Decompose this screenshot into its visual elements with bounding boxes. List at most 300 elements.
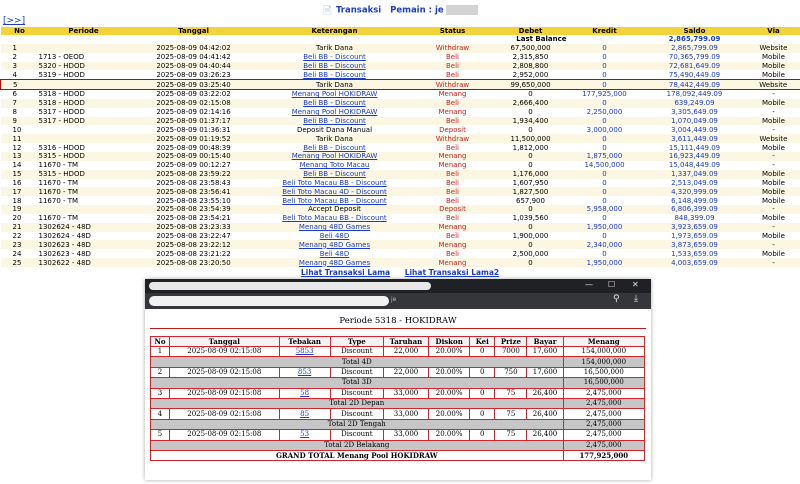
- player-label: Pemain : je: [390, 5, 444, 16]
- transaction-row: [1, 90, 800, 99]
- old-transactions-link[interactable]: Lihat Transaksi Lama: [300, 268, 391, 277]
- bet-kei: 0: [470, 389, 494, 398]
- bet-diskon: 20.00%: [429, 409, 469, 418]
- row-via: Mobile: [747, 214, 800, 223]
- transaction-row: [1, 205, 800, 214]
- subtotal-value: 16,500,000: [564, 378, 644, 387]
- bet-taruhan: 33,000: [384, 430, 428, 439]
- row-tanggal: 2025-08-09 04:40:44: [129, 62, 259, 71]
- bet-taruhan: 33,000: [384, 409, 428, 418]
- row-debet: 1,607,950: [495, 179, 567, 188]
- row-keterangan: Tarik Dana: [259, 80, 411, 90]
- row-kredit: 0: [567, 187, 643, 196]
- row-debet: 2,952,000: [495, 70, 567, 79]
- row-status: Menang: [411, 161, 495, 170]
- keterangan-link[interactable]: Menang Toto Macau: [299, 161, 370, 170]
- keterangan-link[interactable]: Menang 48D Games: [298, 240, 371, 249]
- row-tanggal: 2025-08-08 23:22:12: [129, 240, 259, 249]
- row-tanggal: 2025-08-09 01:19:52: [129, 134, 259, 143]
- row-keterangan-link: [259, 179, 411, 188]
- row-saldo: 848,399.09: [643, 214, 747, 223]
- row-tanggal: 2025-08-09 03:25:40: [129, 80, 259, 90]
- title-divider: [150, 328, 646, 329]
- row-saldo: 4,320,999.09: [643, 187, 747, 196]
- subtotal-row: [151, 420, 644, 429]
- row-keterangan-link: [259, 161, 411, 170]
- row-tanggal: 2025-08-08 23:20:50: [129, 258, 259, 267]
- keterangan-link[interactable]: Beli BB - Discount: [303, 170, 366, 179]
- bet-tanggal: 2025-08-09 02:15:08: [170, 389, 278, 398]
- tebakan-link[interactable]: 58: [300, 388, 310, 397]
- subtotal-row: [151, 357, 644, 366]
- row-saldo: 3,873,659.09: [643, 240, 747, 249]
- row-via: -: [747, 258, 800, 267]
- bet-prize: 750: [495, 368, 526, 377]
- row-saldo: 6,148,499.09: [643, 196, 747, 205]
- row-saldo: 6,806,399.09: [643, 205, 747, 214]
- bet-taruhan: 22,000: [384, 368, 428, 377]
- last-balance-value: 2,865,799.09: [643, 35, 747, 44]
- row-tanggal: 2025-08-09 02:15:08: [129, 99, 259, 108]
- row-no: 5: [1, 80, 39, 90]
- row-debet: 0: [495, 240, 567, 249]
- row-keterangan-link: [259, 62, 411, 71]
- row-no: 9: [1, 117, 39, 126]
- transaction-row: [1, 170, 800, 179]
- row-keterangan-link: [259, 214, 411, 223]
- keterangan-link[interactable]: Beli BB - Discount: [303, 70, 366, 79]
- grand-total-value: 177,925,000: [564, 451, 644, 460]
- row-debet: 0: [495, 90, 567, 99]
- keterangan-link[interactable]: Beli BB - Discount: [303, 53, 366, 62]
- row-via: -: [747, 223, 800, 232]
- bet-no: 4: [151, 409, 169, 418]
- row-debet: 0: [495, 205, 567, 214]
- row-no: 16: [1, 179, 39, 188]
- popup-title: Periode 5318 - HOKIDRAW: [339, 316, 457, 326]
- row-status: Menang: [411, 108, 495, 117]
- bet-tanggal: 2025-08-09 02:15:08: [170, 409, 278, 418]
- row-saldo: 78,442,449.09: [643, 80, 747, 90]
- row-no: 12: [1, 143, 39, 152]
- detail-col-type: Type: [331, 337, 383, 346]
- row-no: 6: [1, 90, 39, 99]
- keterangan-link[interactable]: Beli Toto Macau 4D - Discount: [282, 187, 387, 196]
- row-saldo: 3,923,659.09: [643, 223, 747, 232]
- transaction-row: [1, 187, 800, 196]
- tebakan-link[interactable]: 53: [300, 430, 310, 439]
- row-debet: 0: [495, 152, 567, 161]
- row-kredit: 0: [567, 214, 643, 223]
- row-keterangan: Deposit Dana Manual: [259, 125, 411, 134]
- transaction-row: [1, 62, 800, 71]
- row-keterangan-link: [259, 223, 411, 232]
- bet-prize: 75: [495, 409, 526, 418]
- row-periode: 5316 - HDOD: [39, 143, 129, 152]
- row-debet: 1,176,000: [495, 170, 567, 179]
- row-kredit: 0: [567, 179, 643, 188]
- row-no: 19: [1, 205, 39, 214]
- row-no: 15: [1, 170, 39, 179]
- bet-diskon: 20.00%: [429, 368, 469, 377]
- old-transactions-links: [0, 268, 800, 277]
- row-keterangan-link: [259, 99, 411, 108]
- col-header-no: No: [1, 27, 39, 35]
- transaction-row: [1, 214, 800, 223]
- row-periode: [39, 125, 129, 134]
- bet-kei: 0: [470, 430, 494, 439]
- row-via: Mobile: [747, 117, 800, 126]
- row-periode: 11670 - TM: [39, 214, 129, 223]
- row-kredit: 2,340,000: [567, 240, 643, 249]
- tebakan-link[interactable]: 85: [300, 409, 310, 418]
- bet-menang: 154,000,000: [564, 347, 644, 356]
- transaction-table: [0, 27, 800, 267]
- bet-row: [151, 409, 644, 418]
- row-saldo: 3,004,449.09: [643, 125, 747, 134]
- row-keterangan-link: [259, 258, 411, 267]
- window-titlebar: [145, 279, 651, 293]
- bet-no: 5: [151, 430, 169, 439]
- keterangan-link[interactable]: Beli BB - Discount: [303, 117, 366, 126]
- subtotal-value: 2,475,000: [564, 420, 644, 429]
- bet-bayar: 26,400: [527, 389, 562, 398]
- detail-col-prize: Prize: [495, 337, 526, 346]
- bet-detail-table: [150, 336, 645, 461]
- bet-diskon: 20.00%: [429, 389, 469, 398]
- row-debet: 2,808,800: [495, 62, 567, 71]
- keterangan-link[interactable]: Beli Toto Macau BB - Discount: [282, 214, 387, 223]
- detail-col-menang: Menang: [564, 337, 644, 346]
- row-no: 13: [1, 152, 39, 161]
- row-no: 14: [1, 161, 39, 170]
- bet-diskon: 20.00%: [429, 347, 469, 356]
- bet-type: Discount: [331, 347, 383, 356]
- row-tanggal: 2025-08-09 02:14:16: [129, 108, 259, 117]
- bet-row: [151, 347, 644, 356]
- row-status: Deposit: [411, 205, 495, 214]
- row-saldo: 639,249.09: [643, 99, 747, 108]
- col-header-saldo: Saldo: [643, 27, 747, 35]
- tebakan-link[interactable]: 853: [297, 367, 312, 376]
- row-status: Beli: [411, 143, 495, 152]
- old-transactions-link-2[interactable]: Lihat Transaksi Lama2: [404, 268, 500, 277]
- keterangan-link[interactable]: Beli Toto Macau BB - Discount: [282, 196, 387, 205]
- row-no: 17: [1, 187, 39, 196]
- row-tanggal: 2025-08-08 23:58:43: [129, 179, 259, 188]
- page-title: [0, 5, 800, 16]
- row-no: 21: [1, 223, 39, 232]
- row-kredit: 0: [567, 53, 643, 62]
- bet-bayar: 26,400: [527, 409, 562, 418]
- grand-total-row: [151, 451, 644, 460]
- row-periode: 5318 - HDOD: [39, 90, 129, 99]
- row-saldo: 72,681,649.09: [643, 62, 747, 71]
- bet-type: Discount: [331, 409, 383, 418]
- subtotal-label: Total 4D: [151, 357, 563, 366]
- row-periode: 1302622 - 48D: [39, 258, 129, 267]
- row-keterangan-link: [259, 187, 411, 196]
- transaction-row: [1, 134, 800, 143]
- row-kredit: 0: [567, 143, 643, 152]
- detail-col-tanggal: Tanggal: [170, 337, 278, 346]
- row-via: Mobile: [747, 53, 800, 62]
- transaction-row: [1, 232, 800, 241]
- bet-diskon: 20.00%: [429, 430, 469, 439]
- row-keterangan-link: [259, 196, 411, 205]
- row-kredit: 0: [567, 62, 643, 71]
- subtotal-label: Total 3D: [151, 378, 563, 387]
- row-via: Mobile: [747, 143, 800, 152]
- transaction-row: [1, 70, 800, 79]
- row-keterangan-link: [259, 143, 411, 152]
- transaction-row: [1, 240, 800, 249]
- keterangan-link[interactable]: Menang Pool HOKIDRAW: [291, 90, 378, 99]
- bet-type: Discount: [331, 368, 383, 377]
- page-title-text: Transaksi: [335, 5, 382, 16]
- row-saldo: 15,048,449.09: [643, 161, 747, 170]
- row-keterangan-link: [259, 90, 411, 99]
- row-status: Beli: [411, 249, 495, 258]
- row-kredit: 1,950,000: [567, 223, 643, 232]
- row-tanggal: 2025-08-09 00:12:27: [129, 161, 259, 170]
- bet-menang: 2,475,000: [564, 409, 644, 418]
- row-kredit: 2,250,000: [567, 108, 643, 117]
- keterangan-link[interactable]: Beli Toto Macau BB - Discount: [282, 178, 387, 187]
- row-no: 11: [1, 134, 39, 143]
- row-kredit: 0: [567, 196, 643, 205]
- row-keterangan-link: [259, 53, 411, 62]
- row-debet: 99,650,000: [495, 80, 567, 90]
- row-periode: 5315 - HDOD: [39, 152, 129, 161]
- bet-bayar: 17,600: [527, 347, 562, 356]
- last-balance-row: [1, 35, 800, 44]
- row-debet: 0: [495, 258, 567, 267]
- row-periode: [39, 80, 129, 90]
- row-via: Mobile: [747, 62, 800, 71]
- keterangan-link[interactable]: Beli BB - Discount: [303, 61, 366, 70]
- keterangan-link[interactable]: Menang Pool HOKIDRAW: [291, 108, 378, 117]
- row-kredit: 0: [567, 249, 643, 258]
- row-status: Beli: [411, 179, 495, 188]
- row-kredit: 5,958,000: [567, 205, 643, 214]
- row-kredit: 177,925,000: [567, 90, 643, 99]
- row-tanggal: 2025-08-08 23:54:21: [129, 214, 259, 223]
- keterangan-link[interactable]: Menang 48D Games: [298, 258, 371, 267]
- row-kredit: 0: [567, 232, 643, 241]
- row-periode: 11670 - TM: [39, 179, 129, 188]
- close-button[interactable]: ✕: [632, 280, 639, 289]
- row-debet: 0: [495, 108, 567, 117]
- subtotal-value: 2,475,000: [564, 399, 644, 408]
- row-kredit: 0: [567, 99, 643, 108]
- document-icon: 📄: [322, 5, 333, 16]
- row-debet: 2,666,400: [495, 99, 567, 108]
- row-tanggal: 2025-08-09 01:37:17: [129, 117, 259, 126]
- row-status: Beli: [411, 62, 495, 71]
- detail-col-diskon: Diskon: [429, 337, 469, 346]
- row-no: 8: [1, 108, 39, 117]
- row-keterangan-link: [259, 117, 411, 126]
- row-no: 24: [1, 249, 39, 258]
- row-keterangan: Tarik Dana: [259, 134, 411, 143]
- row-periode: 11670 - TM: [39, 187, 129, 196]
- transaction-row: [1, 258, 800, 267]
- col-header-kredit: Kredit: [567, 27, 643, 35]
- row-via: -: [747, 161, 800, 170]
- transaction-row: [1, 152, 800, 161]
- row-tanggal: 2025-08-08 23:56:41: [129, 187, 259, 196]
- row-keterangan-link: [259, 108, 411, 117]
- row-status: Beli: [411, 99, 495, 108]
- transaction-row: [1, 196, 800, 205]
- bet-bayar: 17,600: [527, 368, 562, 377]
- row-status: Beli: [411, 196, 495, 205]
- transaction-row: [1, 143, 800, 152]
- subtotal-label: Total 2D Belakang: [151, 441, 563, 450]
- row-kredit: 3,000,000: [567, 125, 643, 134]
- transaction-row: [1, 125, 800, 134]
- row-via: -: [747, 205, 800, 214]
- download-icon[interactable]: ⤓: [634, 294, 638, 304]
- row-debet: 1,934,400: [495, 117, 567, 126]
- row-via: Mobile: [747, 99, 800, 108]
- transaction-row: [1, 99, 800, 108]
- transaction-row: [1, 161, 800, 170]
- row-via: Mobile: [747, 187, 800, 196]
- row-via: -: [747, 108, 800, 117]
- bet-row: [151, 368, 644, 377]
- row-keterangan-link: [259, 70, 411, 79]
- row-kredit: 0: [567, 80, 643, 90]
- row-status: Beli: [411, 170, 495, 179]
- tebakan-link[interactable]: 5853: [295, 347, 314, 356]
- row-tanggal: 2025-08-09 04:41:42: [129, 53, 259, 62]
- zoom-icon[interactable]: ⚲: [613, 294, 620, 304]
- bet-no: 1: [151, 347, 169, 356]
- col-header-keterangan: Keterangan: [259, 27, 411, 35]
- row-kredit: 0: [567, 134, 643, 143]
- url-suffix: je: [391, 296, 397, 303]
- row-status: Menang: [411, 90, 495, 99]
- next-page-link[interactable]: [>>]: [3, 16, 26, 26]
- row-tanggal: 2025-08-09 04:42:02: [129, 44, 259, 53]
- bet-no: 3: [151, 389, 169, 398]
- bet-tanggal: 2025-08-09 02:15:08: [170, 347, 278, 356]
- row-tanggal: 2025-08-09 00:48:39: [129, 143, 259, 152]
- bet-tebakan: [280, 368, 330, 377]
- row-tanggal: 2025-08-08 23:23:33: [129, 223, 259, 232]
- row-via: -: [747, 240, 800, 249]
- bet-taruhan: 22,000: [384, 347, 428, 356]
- transaction-row: [1, 108, 800, 117]
- subtotal-row: [151, 399, 644, 408]
- bet-tanggal: 2025-08-09 02:15:08: [170, 368, 278, 377]
- row-debet: 1,827,500: [495, 187, 567, 196]
- row-status: Beli: [411, 214, 495, 223]
- row-periode: 1302624 - 48D: [39, 223, 129, 232]
- row-no: 23: [1, 240, 39, 249]
- row-status: Menang: [411, 258, 495, 267]
- row-tanggal: 2025-08-08 23:55:10: [129, 196, 259, 205]
- redacted-window-title: [149, 282, 431, 290]
- bet-kei: 0: [470, 347, 494, 356]
- row-debet: 657,900: [495, 196, 567, 205]
- maximize-button[interactable]: ☐: [608, 280, 616, 289]
- detail-col-kei: Kei: [470, 337, 494, 346]
- row-no: 25: [1, 258, 39, 267]
- row-no: 7: [1, 99, 39, 108]
- row-keterangan-link: [259, 240, 411, 249]
- row-kredit: 0: [567, 70, 643, 79]
- row-no: 18: [1, 196, 39, 205]
- row-via: -: [747, 90, 800, 99]
- keterangan-link[interactable]: Beli 48D: [319, 231, 350, 240]
- detail-col-bayar: Bayar: [527, 337, 562, 346]
- row-via: Mobile: [747, 179, 800, 188]
- col-header-via: Via: [747, 27, 800, 35]
- bet-tebakan: [280, 430, 330, 439]
- row-debet: 67,500,000: [495, 44, 567, 53]
- detail-col-tebakan: Tebakan: [280, 337, 330, 346]
- row-keterangan-link: [259, 232, 411, 241]
- transaction-row: [1, 53, 800, 62]
- row-saldo: 15,111,449.09: [643, 143, 747, 152]
- row-debet: 1,812,000: [495, 143, 567, 152]
- transaction-row: [1, 117, 800, 126]
- detail-header-row: [151, 337, 644, 346]
- keterangan-link[interactable]: Menang Pool HOKIDRAW: [291, 152, 378, 161]
- row-tanggal: 2025-08-08 23:59:22: [129, 170, 259, 179]
- transaction-row: [1, 179, 800, 188]
- redacted-url[interactable]: [149, 296, 389, 306]
- subtotal-label: Total 2D Tengah: [151, 420, 563, 429]
- bet-no: 2: [151, 368, 169, 377]
- row-keterangan-link: [259, 170, 411, 179]
- row-tanggal: 2025-08-09 03:22:02: [129, 90, 259, 99]
- row-via: Mobile: [747, 249, 800, 258]
- minimize-button[interactable]: —: [585, 280, 593, 289]
- keterangan-link[interactable]: Menang 48D Games: [298, 223, 371, 232]
- keterangan-link[interactable]: Beli BB - Discount: [303, 99, 366, 108]
- bet-prize: 7000: [495, 347, 526, 356]
- subtotal-row: [151, 378, 644, 387]
- row-tanggal: 2025-08-09 03:26:23: [129, 70, 259, 79]
- row-via: -: [747, 125, 800, 134]
- row-kredit: 1,875,000: [567, 152, 643, 161]
- row-periode: 1302623 - 48D: [39, 240, 129, 249]
- row-periode: 1302624 - 48D: [39, 232, 129, 241]
- row-status: Beli: [411, 70, 495, 79]
- row-periode: 5317 - HDOD: [39, 117, 129, 126]
- row-status: Beli: [411, 53, 495, 62]
- row-periode: 11670 - TM: [39, 196, 129, 205]
- address-bar: [145, 293, 651, 309]
- row-via: Mobile: [747, 196, 800, 205]
- row-saldo: 1,533,659.09: [643, 249, 747, 258]
- subtotal-label: Total 2D Depan: [151, 399, 563, 408]
- row-via: -: [747, 152, 800, 161]
- bet-tebakan: [280, 347, 330, 356]
- row-saldo: 1,070,049.09: [643, 117, 747, 126]
- row-periode: 1713 - OEOD: [39, 53, 129, 62]
- subtotal-row: [151, 441, 644, 450]
- row-saldo: 2,865,799.09: [643, 44, 747, 53]
- keterangan-link[interactable]: Beli 48D: [319, 249, 350, 258]
- row-periode: 5315 - HDOD: [39, 170, 129, 179]
- keterangan-link[interactable]: Beli BB - Discount: [303, 143, 366, 152]
- row-debet: 11,500,000: [495, 134, 567, 143]
